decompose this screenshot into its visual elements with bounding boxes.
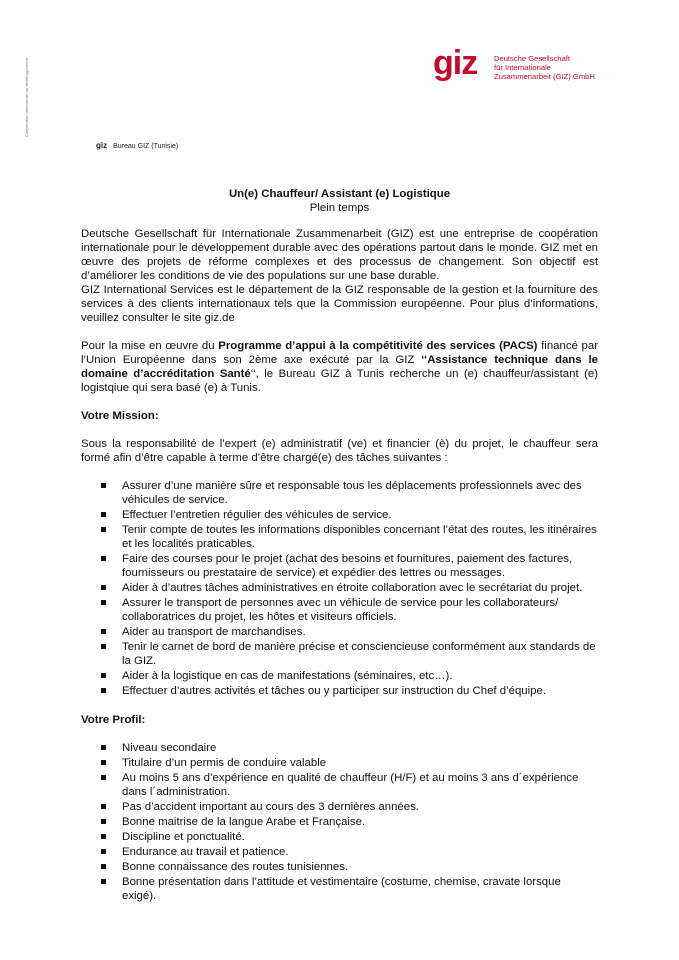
list-item xyxy=(81,830,598,844)
list-item xyxy=(81,741,598,755)
logo-line: für Internationale xyxy=(494,63,551,72)
program-paragraph xyxy=(81,339,598,395)
list-item xyxy=(81,756,598,770)
list-item-text: Effectuer d’autres activités et tâches ou y participer sur instruction du Chef d’équipe. xyxy=(122,685,547,697)
bullet-icon xyxy=(101,556,106,561)
list-item-text: Pas d’accident important au cours des 3 dernières années. xyxy=(122,801,419,813)
bullet-icon xyxy=(101,644,106,649)
bullet-icon xyxy=(101,834,106,839)
list-item xyxy=(81,875,598,903)
list-item-text: Aider à d’autres tâches administratives en étroite collaboration avec le secrétariat du projet. xyxy=(122,582,583,594)
list-item xyxy=(81,640,598,668)
list-item-text: Faire des courses pour le projet (achat des besoins et fournitures, paiement des factures, fournisseurs ou prestataire de service) et expédier des lettres ou messages. xyxy=(122,553,573,579)
office-header xyxy=(96,141,178,150)
bullet-icon xyxy=(101,585,106,590)
bullet-icon xyxy=(101,879,106,884)
project-name: ‘‘Assistance technique dans le domaine d’accréditation Santé xyxy=(81,354,598,380)
list-item-text: Tenir le carnet de bord de manière précise et consciencieuse conformément aux standards de la GIZ. xyxy=(122,641,596,667)
list-item-text: Effectuer l’entretien régulier des véhicules de service. xyxy=(122,509,392,521)
profile-list xyxy=(81,741,598,903)
bullet-icon xyxy=(101,512,106,517)
list-item-text: Discipline et ponctualité. xyxy=(122,831,245,843)
bullet-icon xyxy=(101,527,106,532)
bullet-icon xyxy=(101,849,106,854)
bullet-icon xyxy=(101,745,106,750)
list-item xyxy=(81,815,598,829)
small-giz-mark: giz xyxy=(96,141,108,150)
giz-logo xyxy=(433,44,603,86)
list-item xyxy=(81,771,598,799)
list-item-text: Assurer d’une manière sûre et responsable tous les déplacements professionnels avec des véhicules de service. xyxy=(122,480,582,506)
intro-paragraph: Deutsche Gesellschaft für Internationale Zusammenarbeit (GIZ) est une entreprise de coopération internationale pour le développement durable avec des opérations partout dans le monde. GIZ met en œuvre des projets de réforme complexes et des processus de changement. Son objectif est d’améliorer les conditions de vie des populations sur une base durable. xyxy=(81,228,598,282)
list-item xyxy=(81,596,598,624)
job-subtitle: Plein temps xyxy=(309,202,370,214)
list-item-text: Aider à la logistique en cas de manifestations (séminaires, etc…). xyxy=(122,670,453,682)
list-item xyxy=(81,508,598,522)
logo-line: Deutsche Gesellschaft xyxy=(494,54,570,63)
office-name: Bureau GIZ (Tunisie) xyxy=(113,143,179,150)
list-item-text: Assurer le transport de personnes avec un véhicule de service pour les collaborateurs/ collaboratrices du projet, les hôtes et visiteurs officiels. xyxy=(122,597,559,623)
list-item xyxy=(81,860,598,874)
list-item xyxy=(81,684,598,698)
text-run: Pour la mise en œuvre du xyxy=(81,340,219,352)
program-name: Programme d’appui à la compétitivité des services (PACS) xyxy=(218,340,538,352)
logo-line: Zusammenarbeit (GIZ) GmbH xyxy=(494,72,595,81)
list-item xyxy=(81,523,598,551)
bullet-icon xyxy=(101,483,106,488)
list-item-text: Aider au transport de marchandises. xyxy=(122,626,306,638)
list-item xyxy=(81,581,598,595)
list-item xyxy=(81,669,598,683)
text-run: financé par l’Union Européenne dans son 2ème axe exécuté par la GIZ xyxy=(81,340,599,366)
job-title: Un(e) Chauffeur/ Assistant (e) Logistique xyxy=(228,188,451,200)
bullet-icon xyxy=(101,775,106,780)
bullet-icon xyxy=(101,673,106,678)
list-item xyxy=(81,625,598,639)
list-item-text: Bonne connaissance des routes tunisiennes. xyxy=(122,861,349,873)
intro-paragraph: GIZ International Services est le département de la GIZ responsable de la gestion et la fourniture des services à des clients internationaux tels que la Commission européenne. Pour plus d’informations, veuillez consulter le site giz.de xyxy=(81,284,598,324)
list-item xyxy=(81,845,598,859)
mission-list xyxy=(81,479,598,698)
document-body xyxy=(81,187,598,904)
list-item-text: Bonne présentation dans l’attitude et vestimentaire (costume, chemise, cravate lorsque exigé). xyxy=(122,876,561,902)
bullet-icon xyxy=(101,804,106,809)
bullet-icon xyxy=(101,760,106,765)
list-item xyxy=(81,800,598,814)
list-item-text: Tenir compte de toutes les informations disponibles concernant l’état des routes, les itinéraires et les localités praticables. xyxy=(122,524,597,550)
list-item-text: Niveau secondaire xyxy=(122,742,217,754)
list-item-text: Au moins 5 ans d’expérience en qualité de chauffeur (H/F) et au moins 3 ans d´expérience dans l´administration. xyxy=(122,772,579,798)
mission-lead: Sous la responsabilité de l’expert (e) administratif (ve) et financier (è) du projet, le chauffeur sera formé afin d’être capable à terme d’être chargé(e) des tâches suivantes : xyxy=(81,438,598,464)
list-item xyxy=(81,552,598,580)
bullet-icon xyxy=(101,864,106,869)
list-item-text: Bonne maitrise de la langue Arabe et Française. xyxy=(122,816,366,828)
giz-logo-text xyxy=(494,54,595,81)
list-item xyxy=(81,479,598,507)
giz-logo-mark: giz xyxy=(433,44,478,82)
bullet-icon xyxy=(101,600,106,605)
profile-heading: Votre Profil: xyxy=(81,714,146,726)
mission-heading: Votre Mission: xyxy=(81,410,159,422)
list-item-text: Titulaire d’un permis de conduire valable xyxy=(122,757,327,769)
bullet-icon xyxy=(101,688,106,693)
side-caption: Coopération allemande au développement xyxy=(24,58,29,138)
bullet-icon xyxy=(101,819,106,824)
bullet-icon xyxy=(101,629,106,634)
text-run: ‘‘, le Bureau GIZ à Tunis recherche un (e) chauffeur/assistant (e) logistqiue qui sera basé (e) à Tunis. xyxy=(81,368,598,394)
list-item-text: Endurance au travail et patience. xyxy=(122,846,289,858)
